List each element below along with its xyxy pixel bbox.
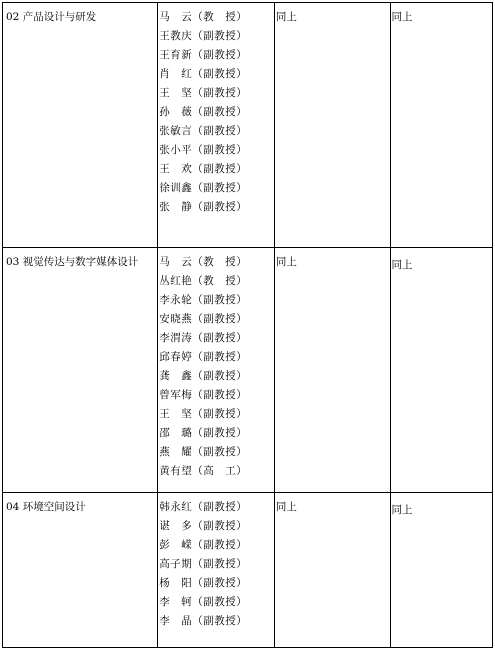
- teacher-entry: 张小平（副教授）: [159, 144, 248, 156]
- teacher-entry: 王 欢（副教授）: [159, 163, 248, 175]
- teacher-entry: 张 静（副教授）: [159, 201, 248, 213]
- same-as-above-label: 同上: [391, 11, 413, 23]
- teacher-list: [158, 3, 274, 217]
- teacher-entry: 马 云（教 授）: [159, 11, 248, 23]
- same-as-above-cell: [274, 493, 390, 648]
- teacher-entry: 马 云（教 授）: [159, 256, 248, 268]
- teacher-entry: 徐训鑫（副教授）: [159, 182, 248, 194]
- teacher-entry: 孙 薇（副教授）: [159, 106, 248, 118]
- teacher-entry: 丛红艳（教 授）: [159, 275, 248, 287]
- direction-cell: [3, 493, 158, 648]
- direction-label: 04 环境空间设计: [6, 501, 86, 513]
- teacher-entry: 韩永红（副教授）: [159, 501, 248, 513]
- teacher-entry: 龚 鑫（副教授）: [159, 370, 248, 382]
- table-row: [3, 3, 493, 248]
- teacher-entry: 杨 阳（副教授）: [159, 577, 248, 589]
- table-row: [3, 248, 493, 493]
- teachers-cell: [158, 493, 275, 648]
- teacher-entry: 肖 红（副教授）: [159, 68, 248, 80]
- same-as-above-label: 同上: [275, 11, 297, 23]
- teacher-entry: 李永轮（副教授）: [159, 294, 248, 306]
- teacher-entry: 张敏言（副教授）: [159, 125, 248, 137]
- teacher-entry: 王教庆（副教授）: [159, 30, 248, 42]
- same-as-above-cell: [390, 493, 493, 648]
- same-as-above-cell: [390, 3, 493, 248]
- teacher-list: [158, 493, 274, 631]
- table-row: [3, 493, 493, 648]
- teacher-entry: 黄有望（高 工）: [159, 465, 248, 477]
- same-as-above-label: 同上: [391, 504, 413, 516]
- teachers-cell: [158, 3, 275, 248]
- same-as-above-cell: [274, 3, 390, 248]
- teacher-entry: 李 轲（副教授）: [159, 596, 248, 608]
- same-as-above-label: 同上: [275, 501, 297, 513]
- teacher-list: [158, 248, 274, 481]
- direction-label: 02 产品设计与研发: [6, 11, 97, 23]
- direction-label: 03 视觉传达与数字媒体设计: [6, 256, 139, 268]
- teachers-cell: [158, 248, 275, 493]
- teacher-entry: 李 晶（副教授）: [159, 615, 248, 627]
- teacher-entry: 王 坚（副教授）: [159, 87, 248, 99]
- teacher-entry: 邵 璐（副教授）: [159, 427, 248, 439]
- same-as-above-label: 同上: [275, 256, 297, 268]
- teacher-entry: 安晓燕（副教授）: [159, 313, 248, 325]
- teacher-entry: 王 坚（副教授）: [159, 408, 248, 420]
- same-as-above-label: 同上: [391, 259, 413, 271]
- direction-cell: [3, 248, 158, 493]
- teacher-entry: 李渭涛（副教授）: [159, 332, 248, 344]
- program-table: [2, 2, 493, 648]
- teacher-entry: 谌 多（副教授）: [159, 520, 248, 532]
- same-as-above-cell: [274, 248, 390, 493]
- direction-cell: [3, 3, 158, 248]
- teacher-entry: 邱春婷（副教授）: [159, 351, 248, 363]
- teacher-entry: 彭 嵘（副教授）: [159, 539, 248, 551]
- teacher-entry: 燕 耀（副教授）: [159, 446, 248, 458]
- teacher-entry: 王育新（副教授）: [159, 49, 248, 61]
- teacher-entry: 曾军梅（副教授）: [159, 389, 248, 401]
- same-as-above-cell: [390, 248, 493, 493]
- teacher-entry: 高子期（副教授）: [159, 558, 248, 570]
